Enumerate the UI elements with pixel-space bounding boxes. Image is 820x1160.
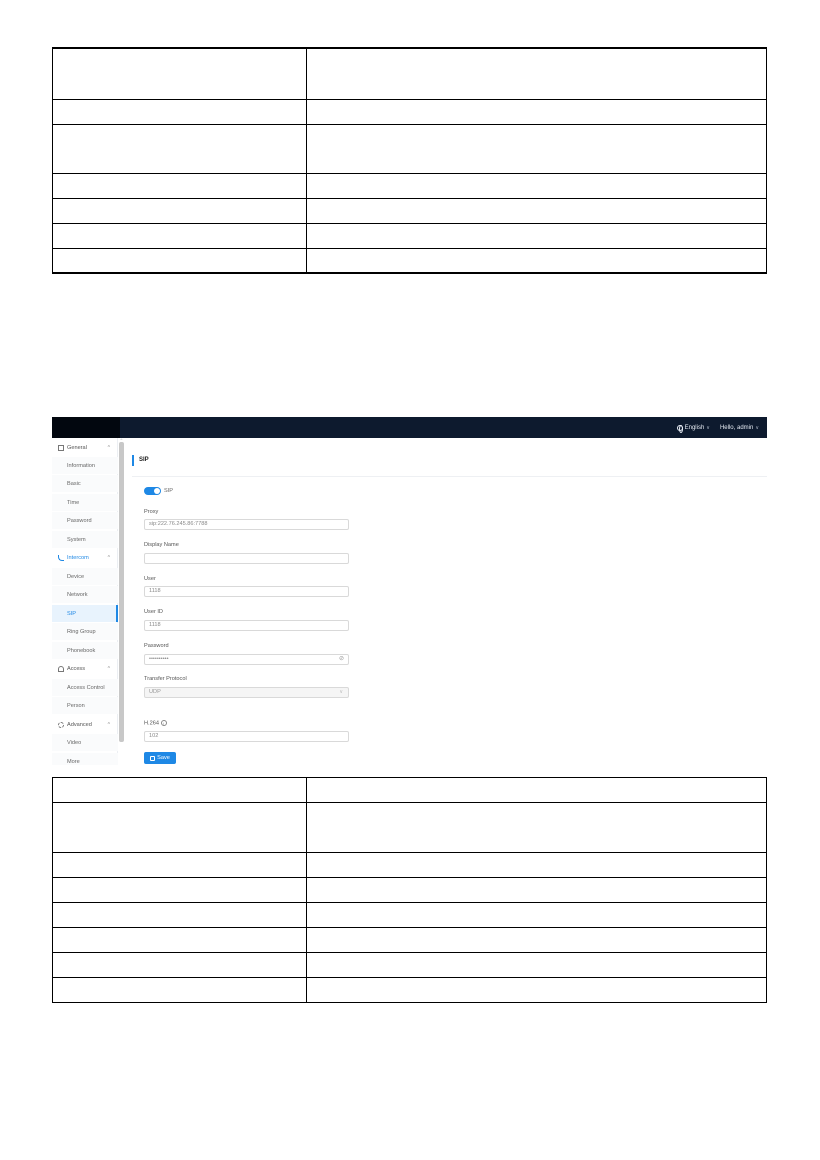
sidebar-section-advanced[interactable] [52,716,118,733]
chevron-up-icon: ^ [107,665,110,672]
save-button-label: Save [157,755,170,761]
display-name-input[interactable] [144,553,349,564]
table-cell [307,803,767,853]
sidebar [52,438,118,765]
password-value: •••••••••• [149,656,169,662]
sidebar-item-time[interactable]: Time [52,494,118,511]
display-name-label: Display Name [144,542,179,548]
password-label: Password [144,643,169,649]
table-cell [307,953,767,978]
table-cell [307,248,767,273]
table-cell [53,198,307,223]
table-cell [53,928,307,953]
table-cell [307,223,767,248]
table-cell [53,953,307,978]
language-label: English [684,424,705,431]
table-cell [307,99,767,124]
transfer-protocol-value: UDP [149,689,161,695]
table-cell [53,878,307,903]
sidebar-section-label: Advanced [67,721,92,728]
sidebar-section-general[interactable] [52,439,118,456]
sip-toggle-label: SIP [164,488,174,494]
web-ui-screenshot [52,417,767,765]
sidebar-item-more[interactable]: More [52,753,118,765]
sidebar-item-ring-group[interactable]: Ring Group [52,623,118,640]
h264-input[interactable]: 102 [144,731,349,742]
grid-icon [58,445,64,451]
document-table-bottom [52,777,767,1003]
user-id-label: User ID [144,609,163,615]
proxy-input[interactable]: sip:222.76.245.86:7788 [144,519,349,530]
transfer-protocol-select[interactable] [144,687,349,698]
top-bar [52,417,767,438]
top-bar-actions [677,417,759,438]
person-icon [58,666,64,672]
save-icon [150,756,155,761]
user-label: User [144,576,156,582]
sidebar-item-person[interactable]: Person [52,697,118,714]
sidebar-item-basic[interactable]: Basic [52,475,118,492]
page-title: SIP [132,454,149,466]
table-cell [53,48,307,99]
transfer-protocol-label: Transfer Protocol [144,676,187,682]
globe-icon [677,425,683,431]
chevron-up-icon: ^ [107,444,110,451]
password-input[interactable] [144,654,349,665]
chevron-down-icon: ∨ [755,424,759,431]
h264-label-text: H.264 [144,720,159,727]
table-cell [53,173,307,198]
table-cell [53,803,307,853]
user-menu[interactable] [720,425,759,431]
document-table-top [52,47,767,274]
h264-label [144,720,167,726]
sidebar-item-information[interactable]: Information [52,457,118,474]
table-cell [307,928,767,953]
user-id-input[interactable]: 1118 [144,620,349,631]
sidebar-section-label: Intercom [67,554,89,561]
sidebar-section-access[interactable] [52,660,118,677]
eye-icon[interactable]: ⊘ [338,656,344,662]
sidebar-section-label: General [67,444,87,451]
table-cell [53,223,307,248]
table-cell [307,173,767,198]
chevron-up-icon: ^ [107,554,110,561]
scroll-up-arrow[interactable]: ^ [120,437,123,442]
chevron-down-icon: ∨ [339,689,343,695]
divider [132,476,767,477]
table-cell [307,878,767,903]
table-cell [307,124,767,173]
table-cell [53,903,307,928]
table-cell [307,198,767,223]
main-content [126,438,767,765]
sidebar-item-network[interactable]: Network [52,586,118,603]
proxy-label: Proxy [144,509,159,515]
table-cell [53,978,307,1003]
sidebar-item-system[interactable]: System [52,531,118,548]
sidebar-item-access-control[interactable]: Access Control [52,679,118,696]
gear-icon [58,722,64,728]
sidebar-item-sip[interactable]: SIP [52,605,118,622]
sidebar-scrollbar[interactable] [119,442,124,742]
sidebar-item-phonebook[interactable]: Phonebook [52,642,118,659]
chevron-down-icon: ∨ [706,424,710,431]
table-cell [307,778,767,803]
sip-toggle[interactable] [144,487,161,495]
phone-icon [58,555,64,561]
user-input[interactable]: 1118 [144,586,349,597]
user-greeting: Hello, admin [719,424,754,431]
table-cell [53,853,307,878]
table-cell [307,903,767,928]
info-icon[interactable]: i [161,720,167,726]
table-cell [53,124,307,173]
chevron-up-icon: ^ [107,721,110,728]
sidebar-item-password[interactable]: Password [52,512,118,529]
table-cell [307,48,767,99]
sidebar-section-intercom[interactable] [52,549,118,566]
sidebar-section-label: Access [67,665,86,672]
table-cell [307,978,767,1003]
table-cell [53,778,307,803]
table-cell [307,853,767,878]
sidebar-item-device[interactable]: Device [52,568,118,585]
language-selector[interactable] [677,425,710,431]
save-button[interactable] [144,752,176,764]
logo-area [52,417,120,438]
table-cell [53,248,307,273]
table-cell [53,99,307,124]
sidebar-item-video[interactable]: Video [52,734,118,751]
